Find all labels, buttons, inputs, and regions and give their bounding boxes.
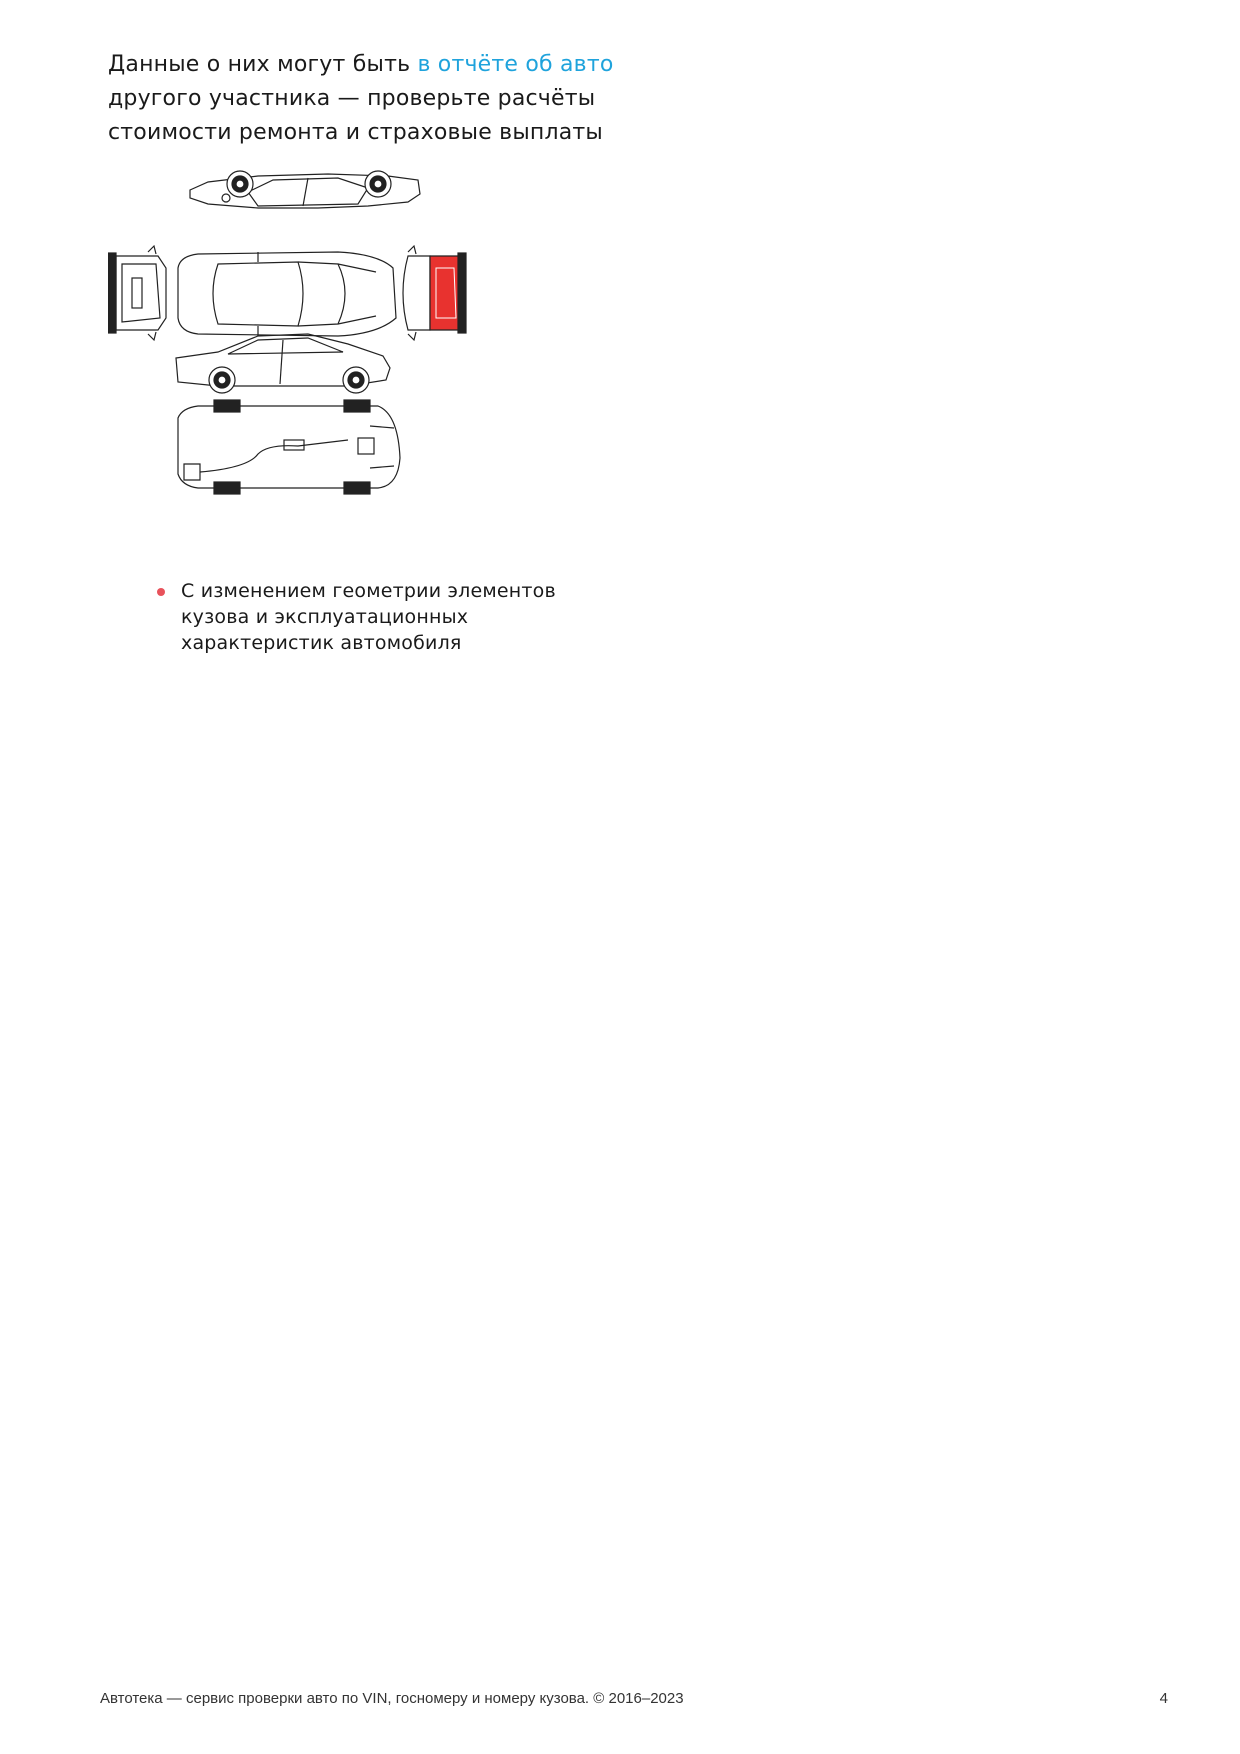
car-profile-top: [190, 171, 420, 208]
footer-text: Автотека — сервис проверки авто по VIN, госномеру и номеру кузова. © 2016–2023: [100, 1690, 684, 1707]
car-top-view: [178, 252, 396, 336]
car-front-view: [108, 246, 166, 340]
intro-text-after: другого участника — проверьте расчёты стоимости ремонта и страховые выплаты: [108, 86, 603, 145]
car-underbody-view: [178, 400, 400, 494]
bullet-list: [155, 578, 625, 656]
page-number: 4: [1159, 1690, 1168, 1707]
bullet-text: С изменением геометрии элементов кузова и эксплуатационных характеристик автомобиля: [181, 580, 556, 654]
car-rear-view-highlighted: [403, 246, 466, 340]
intro-text-before: Данные о них могут быть: [108, 52, 418, 77]
car-side-view: [176, 334, 390, 393]
car-damage-diagram: [108, 168, 508, 538]
bullet-dot: [157, 588, 165, 596]
report-link[interactable]: в отчёте об авто: [417, 52, 614, 77]
list-item: [155, 578, 625, 656]
intro-paragraph: [108, 48, 668, 150]
